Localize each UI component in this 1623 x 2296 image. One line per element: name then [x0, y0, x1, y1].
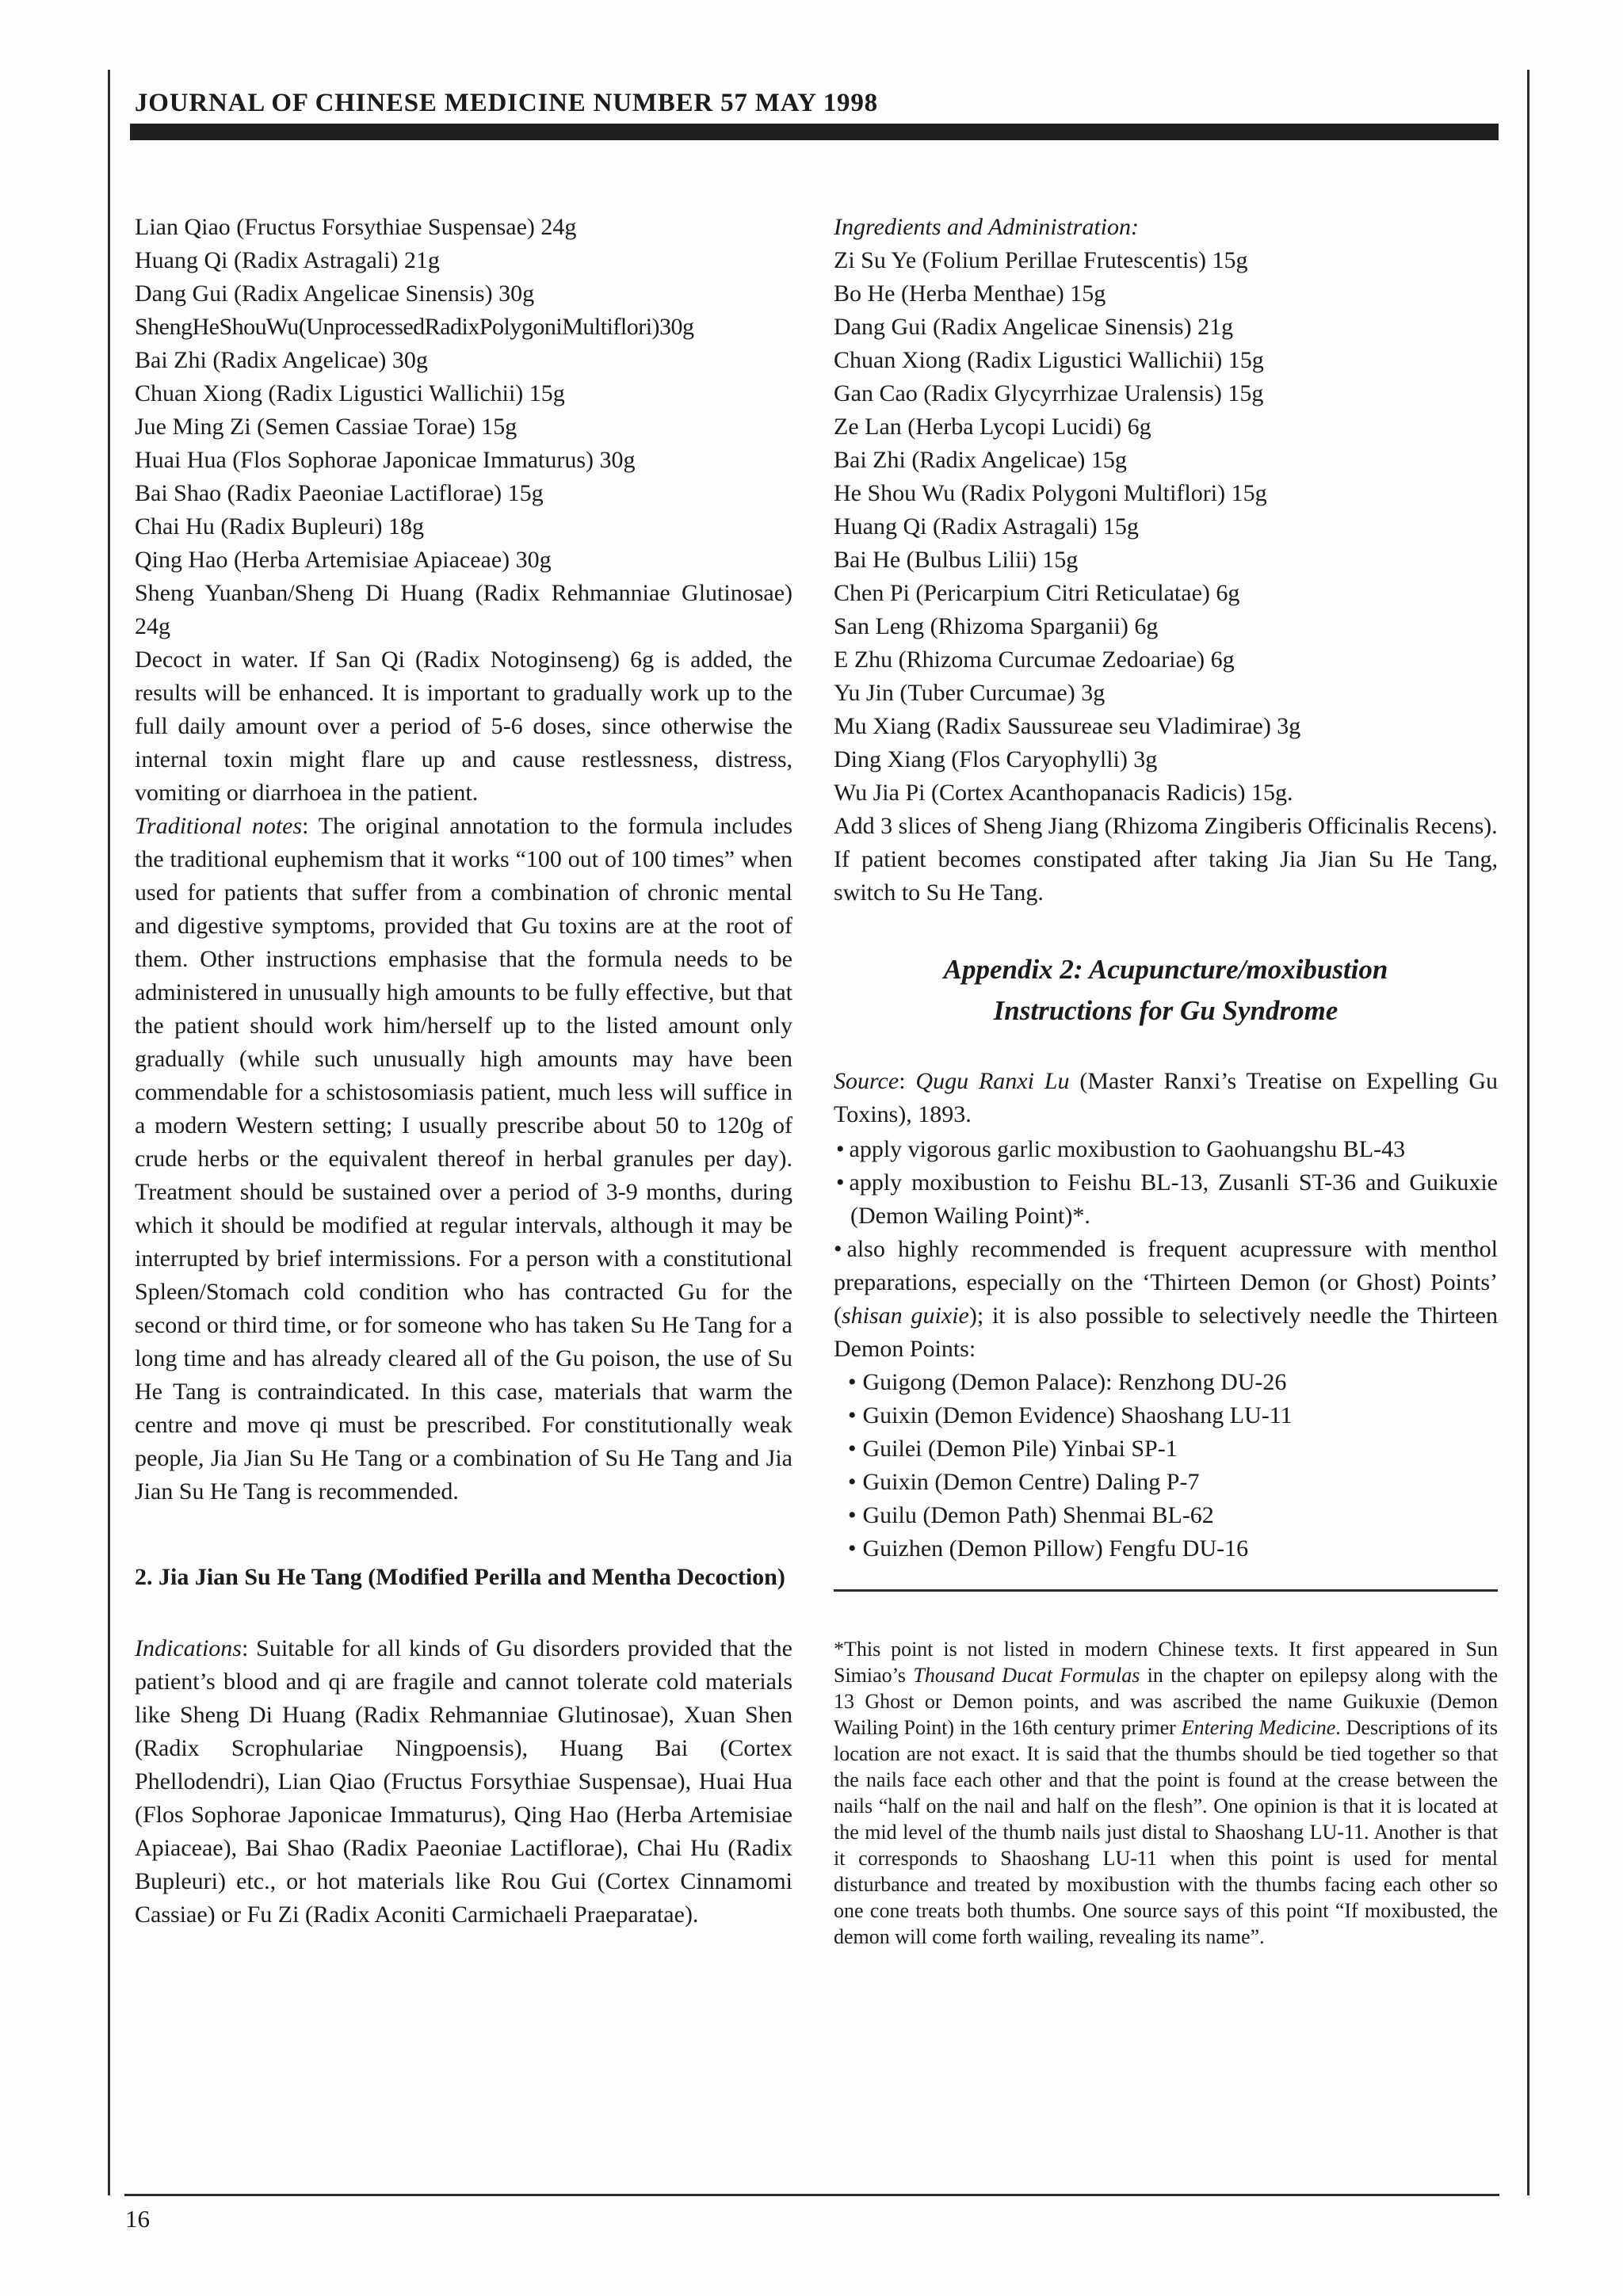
- footnote-text: in the chapter on epilepsy along with the 13 Ghost or Demon points, and was ascribed the name Guikuxie (Demon Wailing Point) in the 16th century primer: [834, 1664, 1498, 1739]
- left-margin-rule: [108, 70, 110, 2195]
- appendix-title-line1: Appendix 2: Acupuncture/moxibustion: [943, 954, 1388, 985]
- footnote-work-title: Thousand Ducat Formulas: [913, 1664, 1140, 1687]
- demon-point-text: Guizhen (Demon Pillow) Fengfu DU-16: [862, 1535, 1249, 1562]
- indications-paragraph: [135, 1632, 792, 1932]
- bullet-icon: •: [848, 1535, 857, 1562]
- bullet-icon: •: [848, 1369, 857, 1395]
- footer-rule: [124, 2194, 1499, 2196]
- ingredients-heading: Ingredients and Administration:: [834, 214, 1139, 240]
- bullet-icon: •: [848, 1436, 857, 1462]
- herb-line: Sheng He Shou Wu (Unprocessed Radix Polygoni Multiflori) 30g: [135, 314, 694, 340]
- traditional-notes-lead: Traditional notes: [135, 813, 303, 839]
- constipation-note: If patient becomes constipated after taking Jia Jian Su He Tang, switch to Su He Tang.: [834, 846, 1498, 906]
- instruction-text: apply vigorous garlic moxibustion to Gaohuangshu BL-43: [849, 1136, 1406, 1162]
- herb-line: Bo He (Herba Menthae) 15g: [834, 280, 1106, 307]
- herb-line: Huang Qi (Radix Astragali) 15g: [834, 513, 1139, 540]
- herb-line: Gan Cao (Radix Glycyrrhizae Uralensis) 15g: [834, 380, 1264, 406]
- demon-point-item: [834, 1466, 1498, 1499]
- herb-line: Dang Gui (Radix Angelicae Sinensis) 30g: [135, 280, 535, 307]
- bullet-icon: •: [836, 1136, 845, 1162]
- demon-point-item: [834, 1432, 1498, 1466]
- demon-point-item: [834, 1499, 1498, 1532]
- source-separator: :: [899, 1068, 916, 1094]
- traditional-notes-paragraph: [135, 810, 792, 1508]
- herb-line: Mu Xiang (Radix Saussureae seu Vladimirae) 3g: [834, 713, 1301, 739]
- herb-line: Zi Su Ye (Folium Perillae Frutescentis) 15g: [834, 247, 1248, 273]
- masthead-bar: [130, 124, 1499, 140]
- demon-point-item: [834, 1532, 1498, 1566]
- herb-line: Chuan Xiong (Radix Ligustici Wallichii) 15g: [834, 347, 1264, 373]
- demon-point-text: Guigong (Demon Palace): Renzhong DU-26: [862, 1369, 1287, 1395]
- left-column: [135, 211, 792, 1932]
- indications-text: : Suitable for all kinds of Gu disorders provided that the patient’s blood and qi are fragile and cannot tolerate cold materials like Sheng Di Huang (Radix Rehmanniae Glutinosae), Xuan Shen (Radix Scrophulariae Ningpoensis), Huang Bai (Cortex Phellodendri), Lian Qiao (Fructus Forsythiae Suspensae), Huai Hua (Flos Sophorae Japonicae Immaturus), Qing Hao (Herba Artemisiae Apiaceae), Bai Shao (Radix Paeoniae Lactiflorae), Chai Hu (Radix Bupleuri) etc., or hot materials like Rou Gui (Cortex Cinnamomi Cassiae) or Fu Zi (Radix Aconiti Carmichaeli Praeparatae).: [135, 1635, 792, 1928]
- footnote-text: . Descriptions of its location are not exact. It is said that the thumbs should be tied together so that the nails face each other and that the point is found at the crease between the nails “half on the nail and half on the flesh”. One opinion is that it is located at the mid level of the thumb nails just distal to Shaoshang LU-11. Another is that it corresponds to Shaoshang LU-11 when this point is used for mental disturbance and treated by moxibustion with the thumbs facing each other so one cone treats both thumbs. One source says of this point “If moxibusted, the demon will come forth wailing, revealing its name”.: [834, 1716, 1498, 1948]
- traditional-notes-text: : The original annotation to the formula includes the traditional euphemism that it works “100 out of 100 times” when used for patients that suffer from a combination of chronic mental and digestive symptoms, provided that Gu toxins are at the root of them. Other instructions emphasise that the formula needs to be administered in unusually high amounts to be fully effective, but that the patient should work him/herself up to the listed amount only gradually (while such unusually high amounts may have been commendable for a schistosomiasis patient, much less will suffice in a modern Western setting; I usually prescribe about 50 to 120g of crude herbs or the equivalent thereof in herbal granules per day). Treatment should be sustained over a period of 3-9 months, during which it should be modified at regular intervals, although it may be interrupted by brief intermissions. For a person with a constitutional Spleen/Stomach cold condition who has contracted Gu for the second or third time, or for someone who has taken Su He Tang for a long time and has already cleared all of the Gu poison, the use of Su He Tang is contraindicated. In this case, materials that warm the centre and move qi must be prescribed. For constitutionally weak people, Jia Jian Su He Tang or a combination of Su He Tang and Jia Jian Su He Tang is recommended.: [135, 813, 793, 1505]
- appendix-title-line2: Instructions for Gu Syndrome: [993, 995, 1338, 1026]
- herb-line: Sheng Yuanban/Sheng Di Huang (Radix Rehmanniae Glutinosae) 24g: [135, 580, 792, 639]
- footnote-text: *This point is not listed in modern Chinese texts. It first appeared in Sun Simiao’s: [834, 1638, 1498, 1687]
- formula-subheading: 2. Jia Jian Su He Tang (Modified Perilla and Mentha Decoction): [135, 1564, 785, 1590]
- herb-line: He Shou Wu (Radix Polygoni Multiflori) 15g: [834, 480, 1267, 506]
- instruction-item: [834, 1233, 1498, 1366]
- demon-point-item: [834, 1366, 1498, 1399]
- herb-line: Dang Gui (Radix Angelicae Sinensis) 21g: [834, 314, 1234, 340]
- source-work-title: Qugu Ranxi Lu: [915, 1068, 1070, 1094]
- bullet-icon: •: [848, 1402, 857, 1428]
- herb-line: Ze Lan (Herba Lycopi Lucidi) 6g: [834, 414, 1151, 440]
- herb-line: San Leng (Rhizoma Sparganii) 6g: [834, 613, 1159, 639]
- herb-line: Bai He (Bulbus Lilii) 15g: [834, 547, 1079, 573]
- appendix-title: [834, 949, 1498, 1032]
- demon-point-item: [834, 1399, 1498, 1432]
- herb-line: E Zhu (Rhizoma Curcumae Zedoariae) 6g: [834, 646, 1235, 673]
- right-margin-rule: [1527, 70, 1529, 2195]
- footnote-separator: [834, 1589, 1498, 1592]
- herb-line: Huang Qi (Radix Astragali) 21g: [135, 247, 440, 273]
- demon-point-text: Guilu (Demon Path) Shenmai BL-62: [862, 1502, 1214, 1528]
- instruction-item: [834, 1133, 1498, 1166]
- right-column: [834, 211, 1498, 1950]
- instruction-text: apply moxibustion to Feishu BL-13, Zusanli ST-36 and Guikuxie (Demon Wailing Point)*.: [849, 1169, 1498, 1229]
- instruction-text: also highly recommended is frequent acupressure with menthol preparations, especially on the ‘Thirteen Demon (or Ghost) Points’ (: [834, 1236, 1498, 1329]
- herb-line: Bai Zhi (Radix Angelicae) 15g: [834, 447, 1127, 473]
- herb-line: Chuan Xiong (Radix Ligustici Wallichii) 15g: [135, 380, 565, 406]
- instruction-item: [834, 1166, 1498, 1233]
- bullet-icon: •: [836, 1169, 845, 1196]
- herb-line: Bai Zhi (Radix Angelicae) 30g: [135, 347, 428, 373]
- bullet-icon: •: [834, 1236, 842, 1262]
- demon-point-text: Guixin (Demon Centre) Daling P-7: [862, 1469, 1200, 1495]
- journal-masthead: JOURNAL OF CHINESE MEDICINE NUMBER 57 MAY 1998: [135, 89, 878, 117]
- herb-line: Bai Shao (Radix Paeoniae Lactiflorae) 15g: [135, 480, 544, 506]
- bullet-icon: •: [848, 1469, 857, 1495]
- bullet-icon: •: [848, 1502, 857, 1528]
- herb-line: Chai Hu (Radix Bupleuri) 18g: [135, 513, 424, 540]
- footnote-paragraph: [834, 1636, 1498, 1950]
- herb-line: Ding Xiang (Flos Caryophylli) 3g: [834, 746, 1158, 772]
- page-number: 16: [125, 2205, 150, 2233]
- source-lead: Source: [834, 1068, 899, 1094]
- indications-lead: Indications: [135, 1635, 242, 1661]
- instruction-text-italic: shisan guixie: [842, 1302, 969, 1329]
- herb-line: Chen Pi (Pericarpium Citri Reticulatae) 6g: [834, 580, 1240, 606]
- herb-line: Huai Hua (Flos Sophorae Japonicae Immaturus) 30g: [135, 447, 636, 473]
- footnote-work-title: Entering Medicine: [1181, 1716, 1336, 1739]
- herb-line: Wu Jia Pi (Cortex Acanthopanacis Radicis) 15g.: [834, 780, 1293, 806]
- source-text: (Master Ranxi’s Treatise on Expelling Gu Toxins), 1893.: [834, 1068, 1499, 1127]
- herb-line: Yu Jin (Tuber Curcumae) 3g: [834, 680, 1106, 706]
- moxibustion-instruction-list: [834, 1133, 1498, 1566]
- ginger-note: Add 3 slices of Sheng Jiang (Rhizoma Zingiberis Officinalis Recens).: [834, 813, 1498, 839]
- source-paragraph: [834, 1065, 1498, 1131]
- herb-line: Jue Ming Zi (Semen Cassiae Torae) 15g: [135, 414, 517, 440]
- herb-line: Qing Hao (Herba Artemisiae Apiaceae) 30g: [135, 547, 552, 573]
- instruction-text: ); it is also possible to selectively needle the Thirteen Demon Points:: [834, 1302, 1498, 1362]
- herb-line: Lian Qiao (Fructus Forsythiae Suspensae) 24g: [135, 214, 577, 240]
- demon-point-text: Guixin (Demon Evidence) Shaoshang LU-11: [862, 1402, 1293, 1428]
- demon-point-text: Guilei (Demon Pile) Yinbai SP-1: [862, 1436, 1178, 1462]
- decoction-paragraph: Decoct in water. If San Qi (Radix Notoginseng) 6g is added, the results will be enhanced. It is important to gradually work up to the full daily amount over a period of 5-6 doses, since otherwise the internal toxin might flare up and cause restlessness, distress, vomiting or diarrhoea in the patient.: [135, 646, 792, 806]
